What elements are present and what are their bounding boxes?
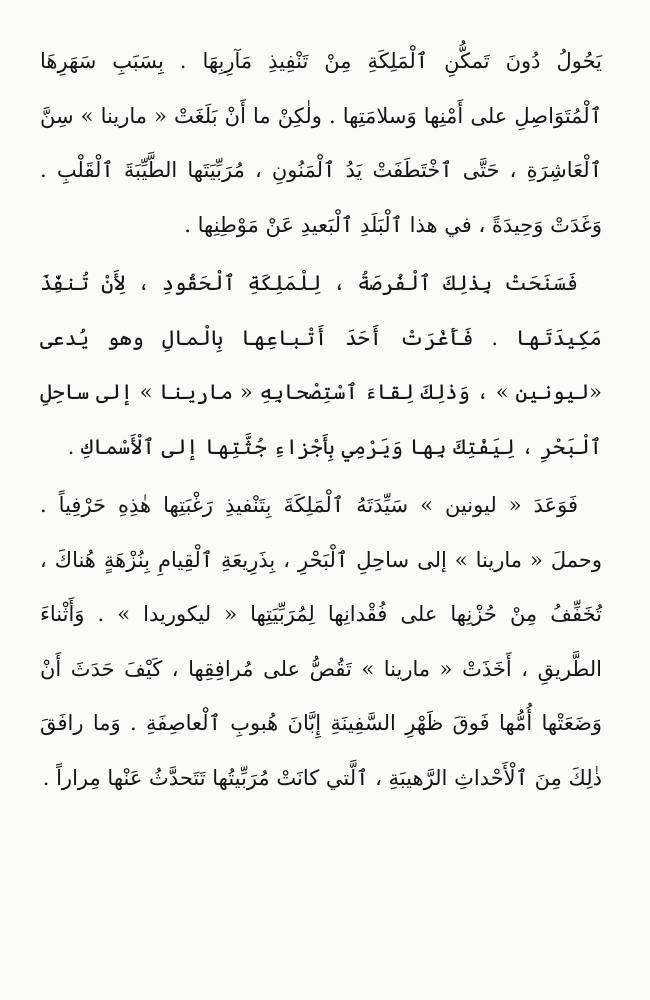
paragraph: فَوَعَدَ « ليونين » سَيِّدَتَهُ ٱلْمَلِكَةَ بِتَنْفيذِ رَغْبَتِها هٰذِهِ حَرْفِياً . وحملَ « مارينا » إلى ساحِلِ ٱلْبَحْرِ ، بِذَرِيعَةِ ٱلْقِيامِ بِنُزْهَةٍ هُناكَ ، تُخَفِّفُ مِنْ حُزْنِها على فُقْدانِها لِمُرَبِّيَتِها « ليكوريدا » . وَأَثْناءَ الطَّريقِ ، أَخَذَتْ « مارينا » تَقُصُّ على مُرافِقِها ، كَيْفَ حَدَثَ أَنْ وَضَعَتْها أُمُّها فَوقَ ظَهْرِ السَّفِينَةِ إِبَّانَ هُبوبِ ٱلْعاصِفَةِ . وَما رافَقَ ذٰلِكَ مِنَ ٱلْأَحْداثِ الرَّهيبَةِ ، ٱلَّتي كانَتْ مُرَبِّيتُها تَتَحدَّثُ عَنْها مِراراً . <box>40 493 602 790</box>
paragraph: يَحُولُ دُونَ تَمكُّنِ ٱلْمَلِكَةِ مِنْ تَنْفِيذِ مَآرِبِهَا . بِسَبَبِ سَهَرِهَا ٱلْمُتَوَاصِلِ على أَمْنِها وَسلامَتِها . ولٰكِنْ ما أَنْ بَلَغَتْ « مارينا » سِنَّ ٱلْعَاشِرَةِ ، حَتَّى ٱخْتَطَفَتْ يَدُ ٱلْمَنُونِ ، مُرَبِّيَتَها الطَّيِّبَةَ ٱلْقَلْبِ . وَغَدَتْ وَحِيدَةً ، في هذا ٱلْبَلَدِ ٱلْبَعيدِ عَنْ مَوْطِنِها . <box>40 49 602 237</box>
paragraph: فَسَنَحَتْ بِذٰلِكَ ٱلْفُرصَةُ ، لِلْمَلِكَةِ ٱلْحَقُودِ ، لِأَنْ تُنفِّذَ مَكِيدَتَها . فَأَغْرَتْ أَحَدَ أَتْباعِها بِالْمالِ وهو يُدعى «ليونين » ، وَذٰلِكَ لِقاءَ ٱسْتِصْحابِهِ « مارينا » إلى ساحِلِ ٱلْبَحْرِ ، لِيَفْتِكَ بِها وَيَرْمِي بِأَجْزاءِ جُثَّتِها إلى ٱلْأَسْماكِ . <box>40 271 602 459</box>
